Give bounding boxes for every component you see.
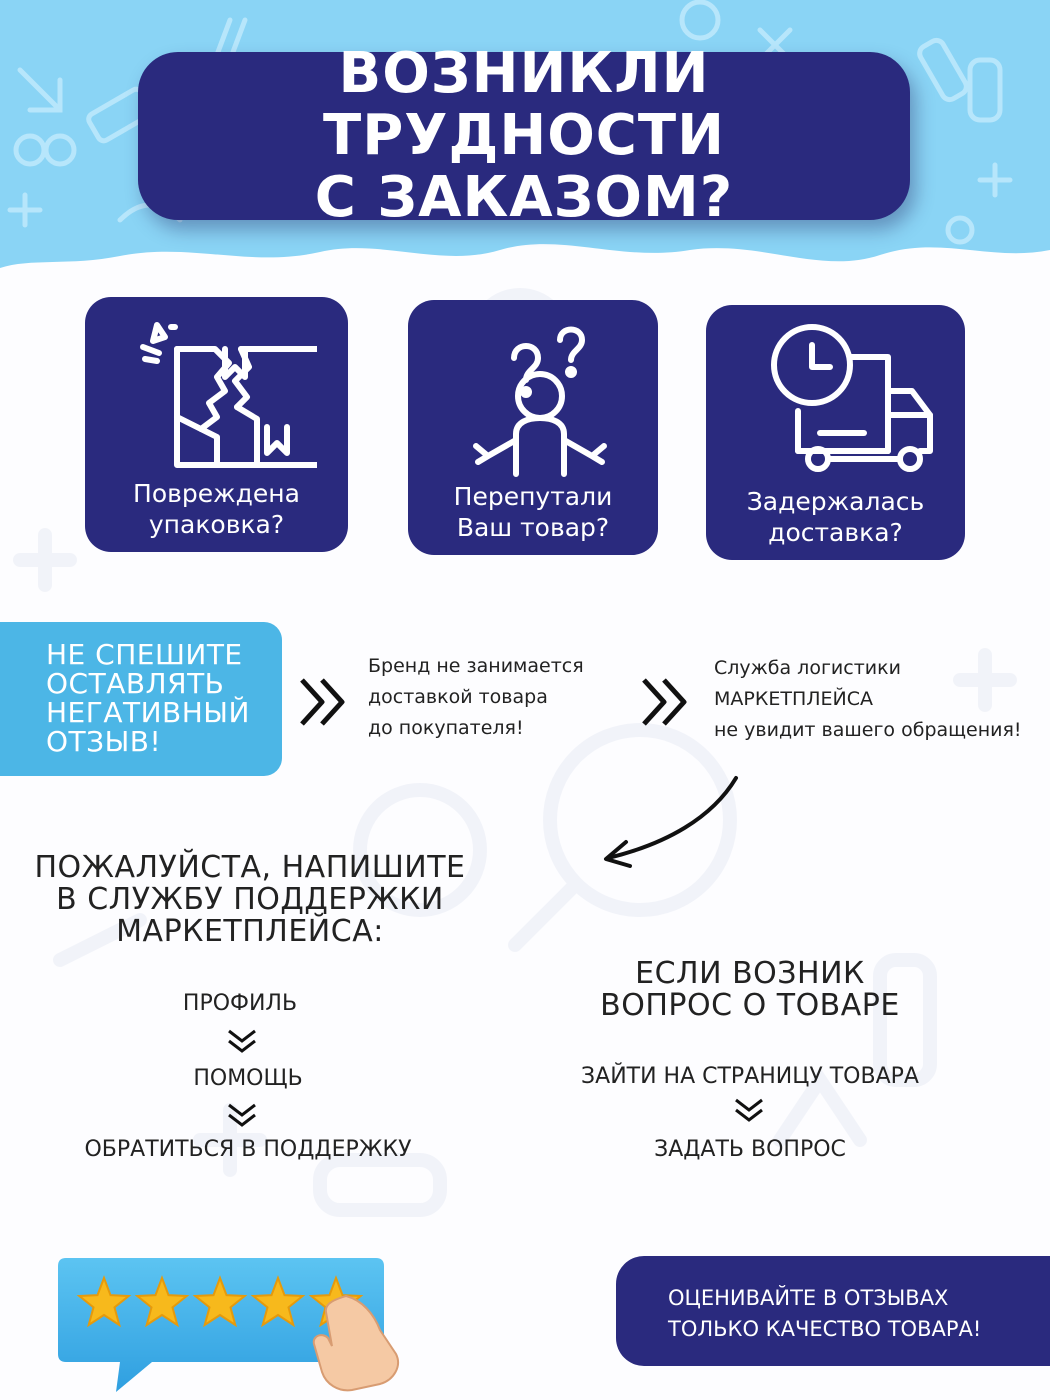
support-step-help: ПОМОЩЬ — [193, 1066, 303, 1091]
support-step-profile: ПРОФИЛЬ — [182, 991, 298, 1016]
double-chevron-down-icon — [226, 1102, 258, 1130]
broken-box-icon — [117, 307, 317, 477]
card-delayed-delivery — [706, 305, 965, 560]
double-chevron-right-icon — [298, 676, 348, 728]
note-logistics: Служба логистики МАРКЕТПЛЕЙСА не увидит вашего обращения! — [714, 657, 1022, 741]
review-reminder-line-2: ТОЛЬКО КАЧЕСТВО ТОВАРА! — [668, 1317, 982, 1341]
warning-line-1: НЕ СПЕШИТЕ — [46, 638, 243, 671]
warning-box — [0, 622, 282, 776]
rating-bubble — [56, 1256, 406, 1396]
card-damaged-packaging-label: Повреждена упаковка? — [133, 479, 300, 539]
question-step-open-page: ЗАЙТИ НА СТРАНИЦУ ТОВАРА — [581, 1064, 919, 1089]
note-brand: Бренд не занимается доставкой товара до покупателя! — [368, 655, 584, 739]
review-reminder-box — [616, 1256, 1050, 1366]
question-step-ask: ЗАДАТЬ ВОПРОС — [654, 1137, 846, 1162]
pointing-hand-icon — [314, 1296, 398, 1390]
double-chevron-down-icon — [733, 1097, 765, 1125]
warning-line-3: НЕГАТИВНЫЙ — [46, 696, 250, 729]
double-chevron-down-icon — [226, 1028, 258, 1056]
question-heading: ЕСЛИ ВОЗНИК ВОПРОС О ТОВАРЕ — [600, 956, 900, 1023]
delivery-truck-clock-icon — [736, 315, 936, 485]
warning-line-4: ОТЗЫВ! — [46, 725, 162, 758]
title-line-1: ВОЗНИКЛИ ТРУДНОСТИ — [323, 41, 725, 168]
card-damaged-packaging — [85, 297, 348, 552]
title-line-2: С ЗАКАЗОМ? — [314, 165, 734, 230]
support-heading: ПОЖАЛУЙСТА, НАПИШИТЕ В СЛУЖБУ ПОДДЕРЖКИ МАРКЕТПЛЕЙСА: — [34, 850, 466, 949]
warning-line-2: ОСТАВЛЯТЬ — [46, 667, 225, 700]
support-step-contact: ОБРАТИТЬСЯ В ПОДДЕРЖКУ — [84, 1137, 412, 1162]
title-banner — [138, 41, 910, 230]
card-wrong-item — [408, 300, 658, 555]
double-chevron-right-icon — [640, 676, 690, 728]
card-wrong-item-label: Перепутали Ваш товар? — [453, 482, 613, 542]
review-reminder-line-1: ОЦЕНИВАЙТЕ В ОТЗЫВАХ — [668, 1286, 949, 1310]
card-delayed-delivery-label: Задержалась доставка? — [746, 487, 925, 547]
confused-person-icon — [448, 310, 618, 480]
curved-arrow-icon — [596, 772, 744, 872]
